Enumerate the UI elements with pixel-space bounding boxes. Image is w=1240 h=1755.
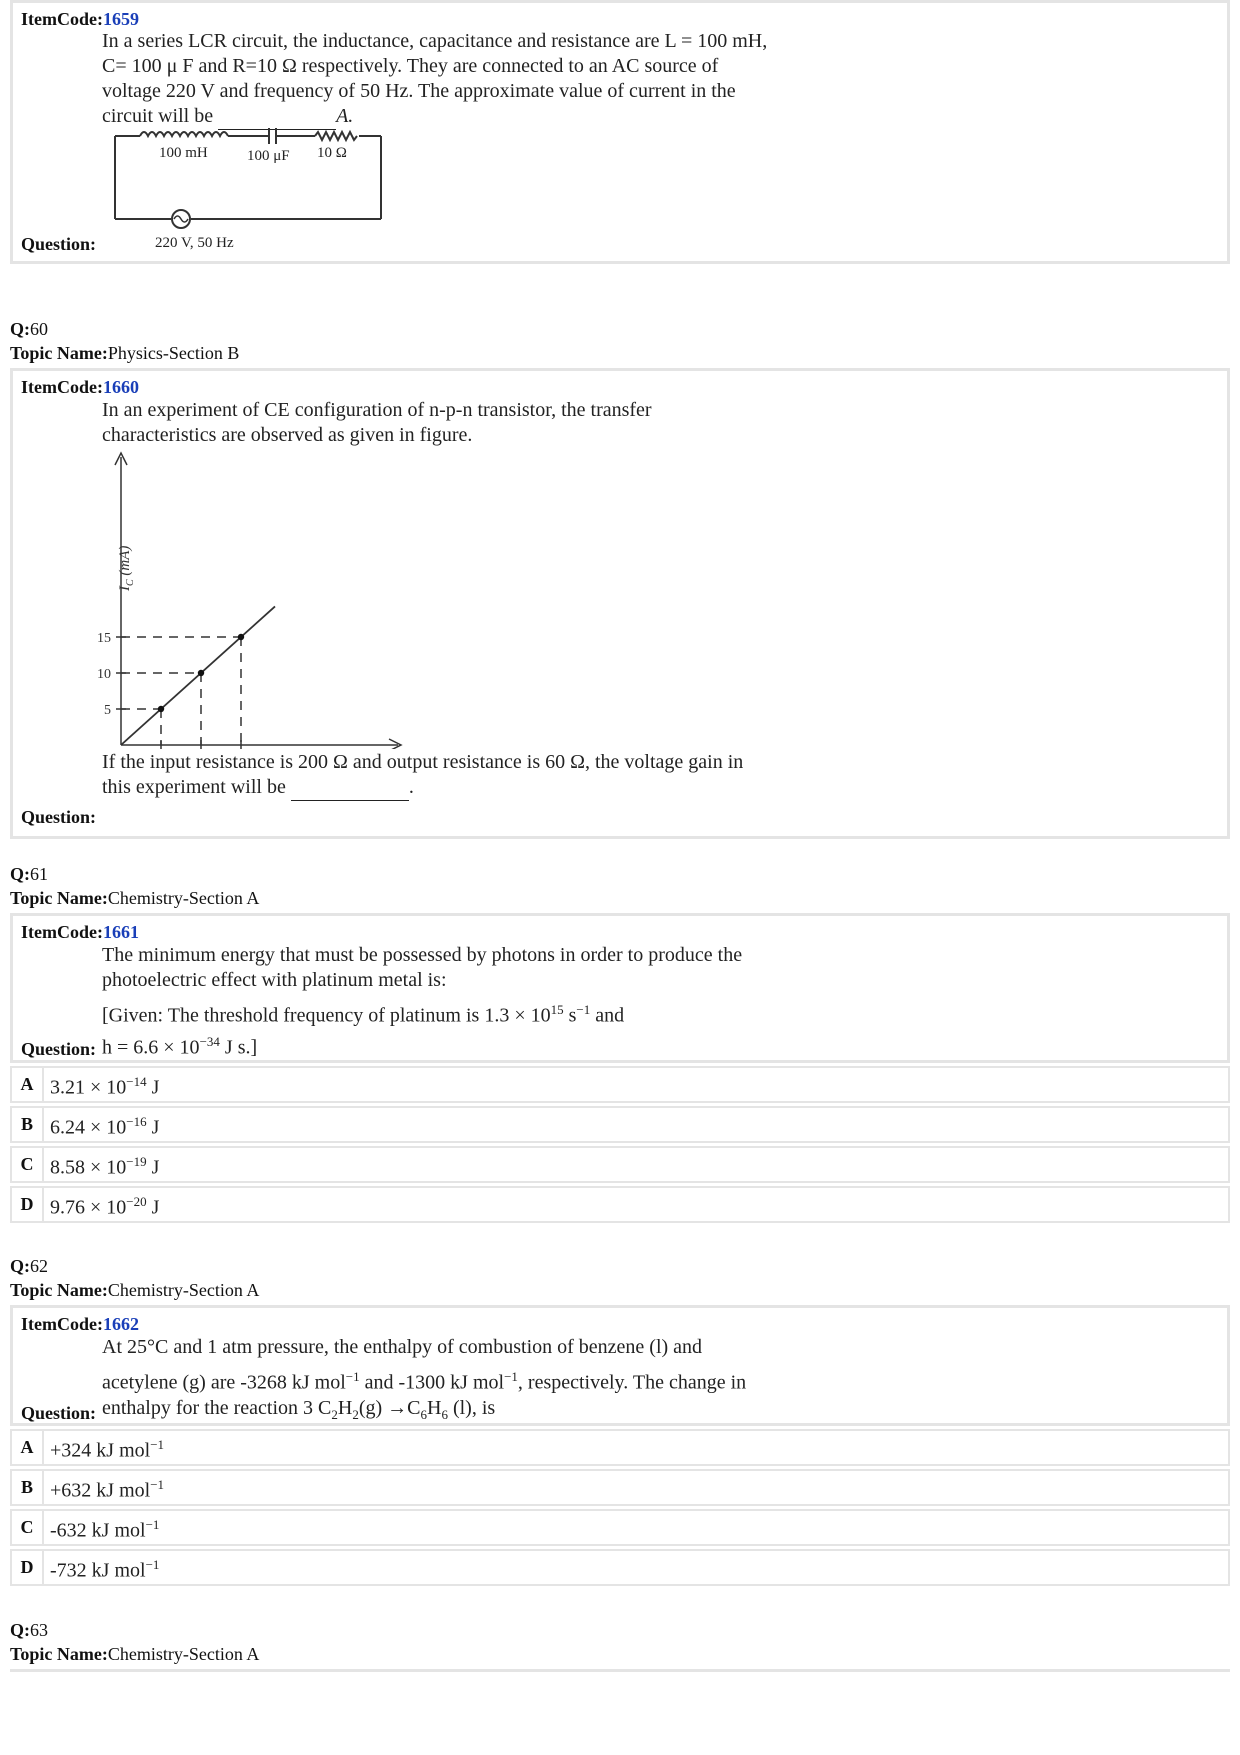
- lcr-circuit-diagram: [93, 127, 413, 259]
- question-label: Question:: [21, 1403, 97, 1423]
- stem-line: In a series LCR circuit, the inductance, capacitance and resistance are L = 100 mH,: [102, 30, 768, 52]
- question-stem: [102, 1335, 746, 1427]
- question-stem: [102, 29, 767, 130]
- question-label: Question:: [21, 1039, 97, 1059]
- option-letter: A: [12, 1431, 44, 1464]
- inductor-coil: [140, 132, 228, 136]
- option-text: $6.24 \times 10^{-16}$ J: [50, 1114, 160, 1139]
- question-card-1662: [10, 1305, 1230, 1426]
- stem-line: photoelectric effect with platinum metal is:: [102, 969, 447, 991]
- stem-line: enthalpy for the reaction 3 $C_2H_2(g) \to C_6H_6$ (l), is: [102, 1396, 496, 1422]
- option-a[interactable]: [10, 1066, 1230, 1103]
- stem-line: The minimum energy that must be possessed by photons in order to produce the: [102, 944, 743, 966]
- item-code-value: 1659: [102, 9, 139, 29]
- data-point: [158, 706, 164, 712]
- data-point: [198, 670, 204, 676]
- option-letter: D: [12, 1188, 44, 1221]
- stem-line: C= 100 μ F and R=10 Ω respectively. They are connected to an AC source of: [102, 55, 719, 77]
- option-letter: C: [12, 1511, 44, 1544]
- option-text: $9.76 \times 10^{-20}$ J: [50, 1194, 160, 1219]
- option-text: $3.21 \times 10^{-14}$ J: [50, 1074, 160, 1099]
- option-text: +324 kJ mol$^{-1}$: [50, 1437, 165, 1462]
- y-tick-label: 10: [97, 667, 111, 682]
- option-letter: C: [12, 1148, 44, 1181]
- data-point: [238, 634, 244, 640]
- topic-name: Topic Name:Chemistry-Section A: [10, 1644, 260, 1664]
- stem-line: [Given: The threshold frequency of platinum is $1.3 \times 10^{15}$ $s^{-1}$ and: [102, 1002, 625, 1027]
- option-d[interactable]: [10, 1549, 1230, 1586]
- option-letter: B: [12, 1471, 44, 1504]
- item-code: ItemCode:1662: [21, 1314, 139, 1334]
- characteristic-line: [121, 606, 275, 745]
- stem-line: this experiment will be .: [102, 775, 743, 801]
- option-letter: D: [12, 1551, 44, 1584]
- y-axis-label: $I_C$ (mA): [117, 545, 136, 591]
- stem-line: circuit will be A.: [102, 104, 767, 130]
- option-b[interactable]: [10, 1469, 1230, 1506]
- option-text: -732 kJ mol$^{-1}$: [50, 1557, 160, 1582]
- stem-line: voltage 220 V and frequency of 50 Hz. The approximate value of current in the: [102, 80, 736, 102]
- question-stem: [102, 398, 652, 448]
- section-divider: [10, 1669, 1230, 1672]
- stem-line: If the input resistance is 200 Ω and output resistance is 60 Ω, the voltage gain in: [102, 751, 744, 773]
- stem-line: $h = 6.6 \times 10^{-34}$ J s.]: [102, 1033, 258, 1059]
- option-d[interactable]: [10, 1186, 1230, 1223]
- question-number: Q:61: [10, 864, 48, 884]
- stem-line: characteristics are observed as given in figure.: [102, 424, 473, 446]
- question-stem-continued: [102, 750, 743, 801]
- question-label: Question:: [21, 807, 97, 827]
- answer-blank: [291, 775, 409, 801]
- transfer-characteristic-graph: [93, 449, 423, 749]
- option-text: $8.58 \times 10^{-19}$ J: [50, 1154, 160, 1179]
- stem-line: acetylene (g) are -3268 kJ mol$^{-1}$ and -1300 kJ mol$^{-1}$, respectively. The change in: [102, 1369, 747, 1394]
- item-code: ItemCode:1661: [21, 922, 139, 942]
- y-tick-label: 15: [97, 631, 111, 646]
- item-code: ItemCode:1659: [21, 9, 139, 29]
- stem-line: At 25°C and 1 atm pressure, the enthalpy of combustion of benzene (l) and: [102, 1336, 703, 1358]
- question-card-1661: [10, 913, 1230, 1063]
- option-c[interactable]: [10, 1509, 1230, 1546]
- capacitor-label: 100 μF: [247, 148, 290, 164]
- inductor-label: 100 mH: [159, 145, 208, 161]
- resistor-zigzag: [315, 132, 357, 140]
- option-text: -632 kJ mol$^{-1}$: [50, 1517, 160, 1542]
- item-code-value: 1662: [102, 1314, 139, 1334]
- item-code: ItemCode:1660: [21, 377, 139, 397]
- question-number: Q:62: [10, 1256, 48, 1276]
- option-b[interactable]: [10, 1106, 1230, 1143]
- question-card-1659: [10, 0, 1230, 264]
- item-code-value: 1660: [102, 377, 139, 397]
- stem-line: In an experiment of CE configuration of n-p-n transistor, the transfer: [102, 399, 652, 421]
- topic-name: Topic Name:Chemistry-Section A: [10, 1280, 260, 1300]
- x-axis-arrow: [389, 739, 401, 749]
- option-letter: A: [12, 1068, 44, 1101]
- option-c[interactable]: [10, 1146, 1230, 1183]
- topic-name: Topic Name:Physics-Section B: [10, 343, 240, 363]
- question-number: Q:60: [10, 319, 48, 339]
- source-label: 220 V, 50 Hz: [155, 235, 234, 251]
- option-a[interactable]: [10, 1429, 1230, 1466]
- resistor-label: 10 Ω: [317, 145, 347, 161]
- topic-name: Topic Name:Chemistry-Section A: [10, 888, 260, 908]
- y-tick-label: 5: [104, 703, 111, 718]
- option-letter: B: [12, 1108, 44, 1141]
- question-number: Q:63: [10, 1620, 48, 1640]
- question-stem: [102, 943, 742, 1060]
- option-text: +632 kJ mol$^{-1}$: [50, 1477, 165, 1502]
- item-code-value: 1661: [102, 922, 139, 942]
- question-card-1660: [10, 368, 1230, 839]
- question-label: Question:: [21, 234, 97, 254]
